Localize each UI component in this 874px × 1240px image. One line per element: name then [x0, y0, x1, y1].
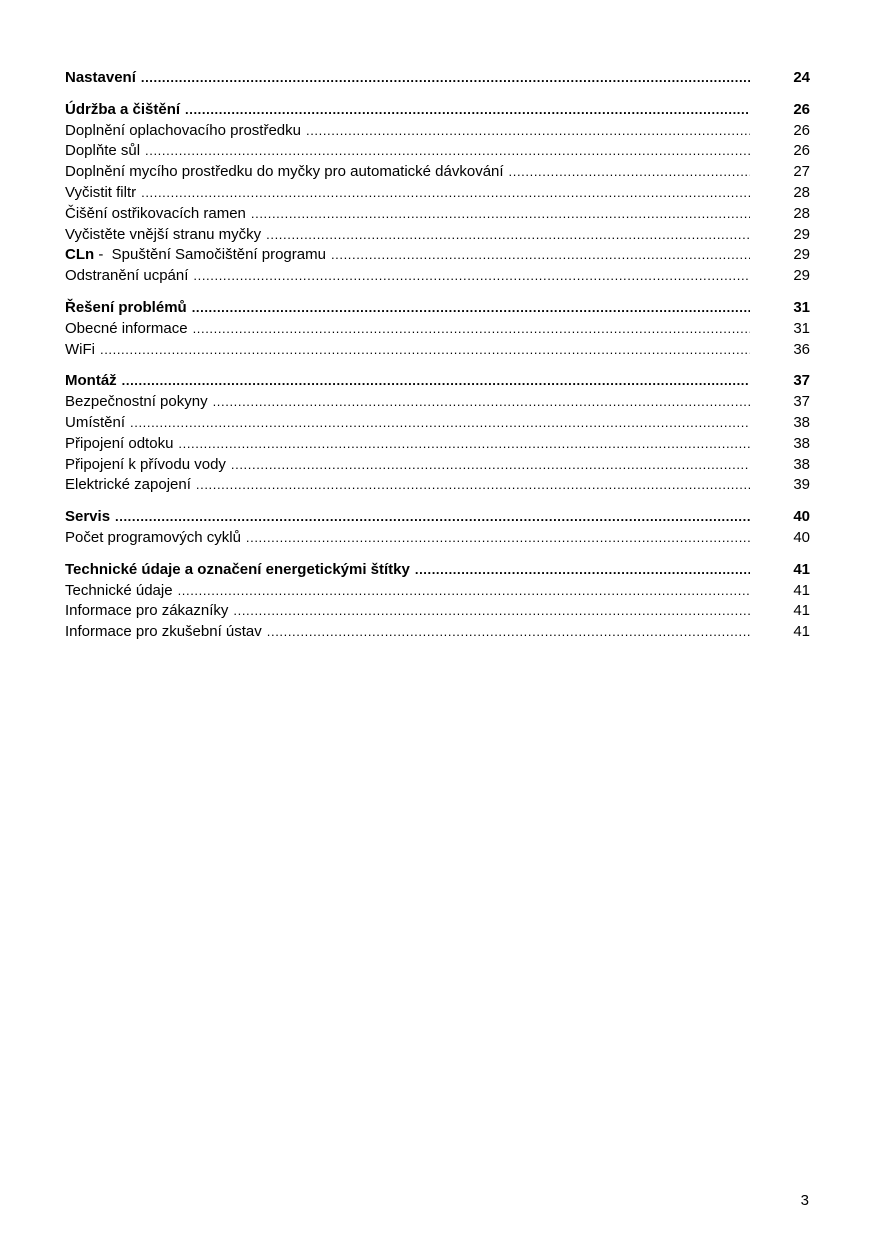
- toc-entry-page: 26: [793, 142, 810, 160]
- toc-entry-page: 28: [793, 183, 810, 201]
- toc-heading[interactable]: [65, 298, 810, 319]
- toc-heading[interactable]: [65, 100, 810, 121]
- toc-entry-page: 40: [793, 528, 810, 546]
- dot-leader: [145, 141, 750, 162]
- toc-entry-page: 29: [793, 246, 810, 264]
- toc-entry-page: 39: [793, 476, 810, 494]
- toc-entry[interactable]: [65, 183, 810, 204]
- dot-leader: [178, 434, 750, 455]
- dot-leader: [415, 560, 750, 581]
- dot-leader: [178, 581, 750, 602]
- toc-entry-title: Informace pro zákazníky: [65, 602, 229, 620]
- toc-entry-title: Odstranění ucpání: [65, 267, 189, 285]
- toc-entry-title: Připojení odtoku: [65, 434, 174, 452]
- toc-heading-page: 31: [793, 298, 810, 316]
- toc-heading-page: 37: [793, 372, 810, 390]
- toc-entry-page: 41: [793, 623, 810, 641]
- toc-entry-page: 27: [793, 163, 810, 181]
- toc-entry[interactable]: [65, 455, 810, 476]
- dot-leader: [306, 121, 750, 142]
- toc-entry[interactable]: [65, 245, 810, 266]
- toc-entry-page: 28: [793, 204, 810, 222]
- toc-section-reseni-problemu: [65, 298, 810, 360]
- toc-entry[interactable]: [65, 121, 810, 142]
- toc-entry-title: Obecné informace: [65, 319, 188, 337]
- toc-entry-page: 31: [793, 319, 810, 337]
- toc-entry-title-text: - Spuštění Samočištění programu: [94, 246, 326, 264]
- toc-heading-page: 40: [793, 508, 810, 526]
- toc-entry-title: Počet programových cyklů: [65, 528, 241, 546]
- toc-entry[interactable]: [65, 601, 810, 622]
- toc-entry-page: 36: [793, 340, 810, 358]
- dot-leader: [141, 68, 750, 89]
- toc-heading-title: Nastavení: [65, 69, 136, 86]
- toc-entry[interactable]: [65, 340, 810, 361]
- dot-leader: [122, 371, 750, 392]
- toc-entry[interactable]: [65, 392, 810, 413]
- toc-entry-title: Čišění ostřikovacích ramen: [65, 204, 246, 222]
- toc-entry[interactable]: [65, 434, 810, 455]
- toc-heading-title: Servis: [65, 508, 111, 526]
- toc-entry-title: WiFi: [65, 340, 95, 358]
- toc-entry-page: 38: [793, 413, 810, 431]
- table-of-contents: [65, 68, 810, 654]
- toc-entry[interactable]: [65, 622, 810, 643]
- toc-entry-title: [65, 245, 331, 266]
- dot-leader: [251, 204, 750, 225]
- toc-entry[interactable]: [65, 162, 810, 183]
- toc-entry-title: Vyčistit filtr: [65, 183, 137, 201]
- toc-entry-page: 38: [793, 434, 810, 452]
- toc-heading[interactable]: [65, 560, 810, 581]
- toc-entry[interactable]: [65, 475, 810, 496]
- toc-entry-title: Doplňte sůl: [65, 142, 141, 160]
- toc-entry[interactable]: [65, 204, 810, 225]
- toc-entry-title: Doplnění oplachovacího prostředku: [65, 121, 301, 139]
- dot-leader: [246, 528, 750, 549]
- toc-entry-page: 41: [793, 602, 810, 620]
- toc-heading[interactable]: [65, 371, 810, 392]
- dot-leader: [233, 601, 750, 622]
- toc-entry[interactable]: [65, 266, 810, 287]
- toc-entry-title: Elektrické zapojení: [65, 476, 191, 494]
- toc-entry[interactable]: [65, 141, 810, 162]
- toc-section-nastaveni: [65, 68, 810, 89]
- toc-entry-page: 29: [793, 267, 810, 285]
- toc-entry[interactable]: [65, 413, 810, 434]
- toc-entry-title: Bezpečnostní pokyny: [65, 393, 208, 411]
- dot-leader: [141, 183, 750, 204]
- toc-entry-page: 41: [793, 581, 810, 599]
- dot-leader: [196, 475, 750, 496]
- toc-section-montaz: [65, 371, 810, 496]
- toc-heading-title: Řešení problémů: [65, 298, 187, 316]
- toc-heading-page: 41: [793, 560, 810, 578]
- toc-heading-title: Montáž: [65, 372, 117, 390]
- toc-section-servis: [65, 507, 810, 549]
- toc-entry-title: Doplnění mycího prostředku do myčky pro automatické dávkování: [65, 163, 504, 181]
- toc-section-technicke-udaje: [65, 560, 810, 643]
- toc-entry-code: CLn: [65, 246, 95, 264]
- toc-entry-title: Připojení k přívodu vody: [65, 455, 226, 473]
- toc-heading[interactable]: [65, 507, 810, 528]
- toc-entry-page: 37: [793, 393, 810, 411]
- toc-entry[interactable]: [65, 581, 810, 602]
- toc-entry-page: 29: [793, 225, 810, 243]
- toc-heading-page: 24: [793, 69, 810, 86]
- toc-heading-title: Technické údaje a označení energetickými štítky: [65, 560, 410, 578]
- dot-leader: [331, 245, 750, 266]
- dot-leader: [192, 298, 750, 319]
- dot-leader: [193, 319, 750, 340]
- toc-entry-title: Umístění: [65, 413, 126, 431]
- toc-entry-title: Vyčistěte vnější stranu myčky: [65, 225, 262, 243]
- dot-leader: [193, 266, 750, 287]
- toc-entry-page: 38: [793, 455, 810, 473]
- toc-entry[interactable]: [65, 528, 810, 549]
- toc-entry[interactable]: [65, 319, 810, 340]
- toc-heading-title: Údržba a čištění: [65, 100, 181, 118]
- dot-leader: [115, 507, 750, 528]
- dot-leader: [509, 162, 750, 183]
- dot-leader: [266, 225, 750, 246]
- toc-entry-title: Informace pro zkušební ústav: [65, 623, 262, 641]
- dot-leader: [130, 413, 750, 434]
- page-number: 3: [800, 1192, 809, 1209]
- toc-entry-page: 26: [793, 121, 810, 139]
- toc-entry[interactable]: [65, 225, 810, 246]
- dot-leader: [185, 100, 750, 121]
- dot-leader: [267, 622, 750, 643]
- toc-entry-title: Technické údaje: [65, 581, 173, 599]
- toc-section-udrzba: [65, 100, 810, 287]
- dot-leader: [231, 455, 750, 476]
- toc-heading[interactable]: [65, 68, 810, 89]
- dot-leader: [100, 340, 750, 361]
- dot-leader: [213, 392, 750, 413]
- toc-heading-page: 26: [793, 100, 810, 118]
